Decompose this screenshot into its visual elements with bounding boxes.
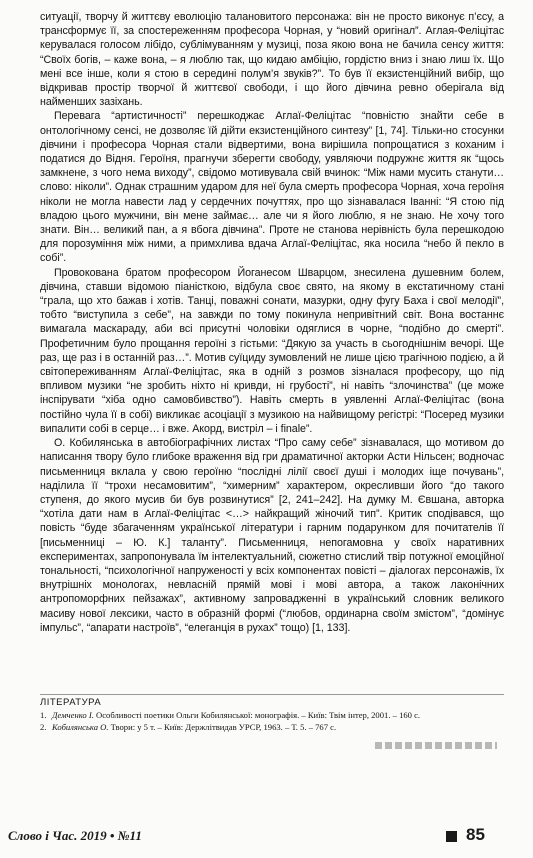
page-number: 85 — [466, 825, 485, 844]
page-content — [40, 10, 504, 810]
reference-text: Твори: у 5 т. – Київ: Держлітвидав УРСР, 1963. – Т. 5. – 767 с. — [108, 722, 337, 732]
references-title: ЛІТЕРАТУРА — [40, 697, 102, 708]
reference-number: 1. — [40, 710, 47, 720]
decorative-dots — [375, 742, 497, 749]
paragraph-4: О. Кобилянська в автобіографічних листах “Про саму себе” зізнавалася, що мотивом до написання твору було глибоке враження від гри драматичної акторки Асти Нільсен; водночас письменниця вклала у свою героїню “послідні лілії своєї душі і молодих іще почувань”, наділила її “трохи несамовитим”, “химерним” характером, окресливши його “до такого ступеня, до якого мусив би був розвинутися” [2, 241–242]. На думку М. Євшана, авторка “хотіла дати нам в Аглаї-Феліцітас <…> найкращий жіночий тип”. Критик сподівався, що повість “буде збагаченням української літератури і гарним подарунком для почитателів її [письменниці – Ю. К.] таланту”. Письменниця, непогамовна у своїх наративних експериментах, запропонувала їм інтелектуальний, сюжетно стислий твір потужної емоційної тональності, “психологічної напруженості у всіх компонентах повісті – діалогах персонажів, їх внутрішніх монологах, невласній прямій мові і мові автора, а також лаконічних антропоморфних пейзажах”, активному запровадженні в український словник великого масиву нової лексики, часто в образній формі (“любов, ординарна своїм змістом”, “домінує імпульс”, “апарати настроїв”, “елеганція в рухах” тощо) [1, 133]. — [40, 437, 504, 634]
paragraph-2: Перевага “артистичності” перешкоджає Аглаї-Феліцітас “повністю знайти себе в онтологічному сенсі, не дозволяє їй дійти екзистенційного синтезу” [1, 74]. Тільки-но стосунки дівчини і професора Чорная стали відвертими, вона вирішила попрощатися з коханим і податися до Відня. Героїня, прагнучи зберегти свободу, уявляючи подружнє життя як “щось замкнене, з чого нема виходу”, свідомо мотивувала свій вчинок: “Між нами мусить станути… слово: ніколи”. Однак страшним ударом для неї була смерть професора Чорная, хоча героїня ніколи не могла навести лад у сердечних почуттях, про що зізнавалася Іванні: “Я стою під владою цього мужчини, він мене займає… але чи я його люблю, я не знаю. Не хочу того знати. Він… великий пан, а я вбога дівчина”. Проте не станова нерівність була перешкодою для порозуміння між ними, а примхлива вдача Аглаї-Феліцітас, яка носила “небо й пекло в собі”. — [40, 110, 504, 265]
article-body — [40, 10, 504, 635]
reference-item — [40, 709, 504, 721]
references-list — [40, 709, 504, 733]
page-footer — [0, 822, 533, 852]
references-section — [40, 694, 504, 733]
reference-author: Демченко І. — [52, 710, 94, 720]
reference-number: 2. — [40, 722, 47, 732]
square-marker-icon — [446, 831, 457, 842]
reference-item — [40, 721, 504, 733]
reference-author: Кобилянська О. — [52, 722, 109, 732]
reference-text: Особливості поетики Ольги Кобилянської: монографія. – Київ: Твім інтер, 2001. – 160 с. — [93, 710, 421, 720]
paragraph-3: Провокована братом професором Йоганесом Шварцом, знесилена душевним болем, дівчина, ставши відомою піаністкою, відбула своє свято, на якому в екстатичному стані “грала, що хто бажав і хотів. Танці, поважні сонати, мазурки, одну фугу Баха і свої мелодії”, тобто “виступила з себе”, на завжди по тому покинула непривітний світ. Вона востаннє вимагала маскараду, аби всі присутні чоловіки одяглися в чорне, “подібно до смерті”. Профетичним було прощання героїні з гістьми: “Дякую за участь в сьогоднішнім вечорі. Ще раз, ще раз і в останній раз…”. Мотив суїциду зумовлений не лише цією трагічною подією, а й світопереживанням Аглаї-Феліцітас, яка в одній з розмов зізналася професору, що під впливом музики “не зробить ніхто ні кривди, ні грубості”, ні навіть “злочинства” (це може інспірувати “хіба одно самовбивство”). Навіть смерть в уявленні Аглаї-Феліцітас (вона постійно чула її в собі) викликає асоціації з музикою на найвищому регістрі: “Посеред музики випалити собі в серце… і вже. Акорд, вистріл – і finale”. — [40, 266, 504, 435]
journal-title: Слово і Час. 2019 • №11 — [8, 828, 142, 843]
paragraph-1: ситуації, творчу й життєву еволюцію талановитого персонажа: він не просто виконує п’єсу, а трансформує її, за спостереженням професора Чорная, у “новий оригінал”. Аглая-Феліцітас керувалася голосом лібідо, сублімуванням у музиці, поза якою вона не бачила сенсу життя: “Своїх богів, – каже вона, – я люблю так, що кидаю амбіцію, гордістю вниз і знаю лиш їх. Що мені все інше, коли я стою в середині полум’я звуків?”. То був її екзистенційний вибір, що відкривав простір творчої й життєвої свободи, і що його дівчина ревно оберігала від найменших зазіхань. — [40, 11, 504, 109]
